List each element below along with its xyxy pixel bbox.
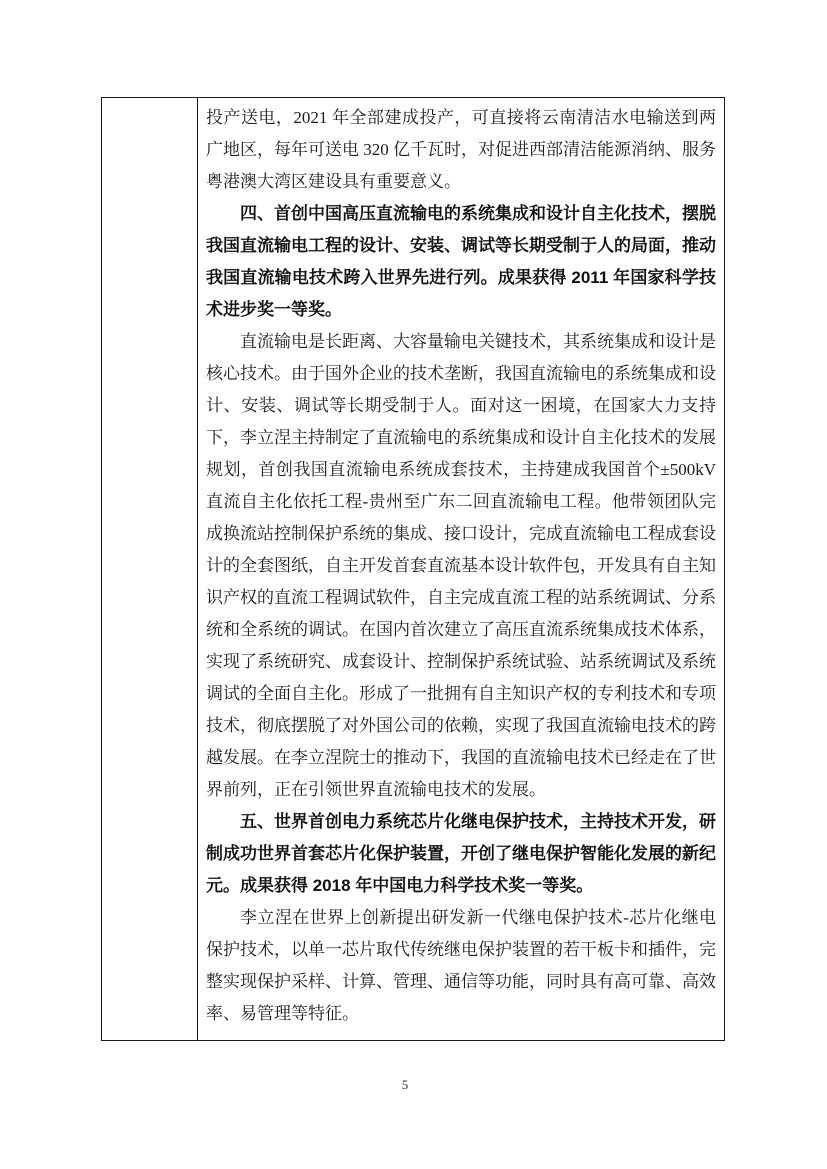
- paragraph-heading-section-5: 五、世界首创电力系统芯片化继电保护技术，主持技术开发，研制成功世界首套芯片化保护装置，开创了继电保护智能化发展的新纪元。成果获得 2018 年中国电力科学技术奖一等奖。: [206, 812, 716, 895]
- form-table: [101, 97, 725, 1041]
- page-number: 5: [401, 1077, 409, 1092]
- table-label-cell: [102, 98, 198, 1040]
- paragraph-continuation: 投产送电，2021 年全部建成投产，可直接将云南清洁水电输送到两广地区，每年可送电 320 亿千瓦时，对促进西部清洁能源消纳、服务粤港澳大湾区建设具有重要意义。: [206, 108, 716, 191]
- paragraph-body-section-4: 直流输电是长距离、大容量输电关键技术，其系统集成和设计是核心技术。由于国外企业的技术垄断，我国直流输电的系统集成和设计、安装、调试等长期受制于人。面对这一困境，在国家大力支持下，李立涅主持制定了直流输电的系统集成和设计自主化技术的发展规划，首创我国直流输电系统成套技术，主持建成我国首个±500kV 直流自主化依托工程-贵州至广东二回直流输电工程。他带领团队完成换流站控制保护系统的集成、接口设计，完成直流输电工程成套设计的全套图纸，自主开发首套直流基本设计软件包，开发具有自主知识产权的直流工程调试软件，自主完成直流工程的站系统调试、分系统和全系统的调试。在国内首次建立了高压直流系统集成技术体系，实现了系统研究、成套设计、控制保护系统试验、站系统调试及系统调试的全面自主化。形成了一批拥有自主知识产权的专利技术和专项技术，彻底摆脱了对外国公司的依赖，实现了我国直流输电技术的跨越发展。在李立涅院士的推动下，我国的直流输电技术已经走在了世界前列，正在引领世界直流输电技术的发展。: [206, 332, 716, 799]
- table-content-cell: [198, 98, 724, 1040]
- paragraph-heading-section-4: 四、首创中国高压直流输电的系统集成和设计自主化技术，摆脱我国直流输电工程的设计、安装、调试等长期受制于人的局面，推动我国直流输电技术跨入世界先进行列。成果获得 2011 年国家科学技术进步奖一等奖。: [206, 204, 716, 319]
- paragraph-body-section-5: 李立涅在世界上创新提出研发新一代继电保护技术-芯片化继电保护技术，以单一芯片取代传统继电保护装置的若干板卡和插件，完整实现保护采样、计算、管理、通信等功能，同时具有高可靠、高效率、易管理等特征。: [206, 908, 716, 1023]
- page-footer: [0, 1076, 810, 1094]
